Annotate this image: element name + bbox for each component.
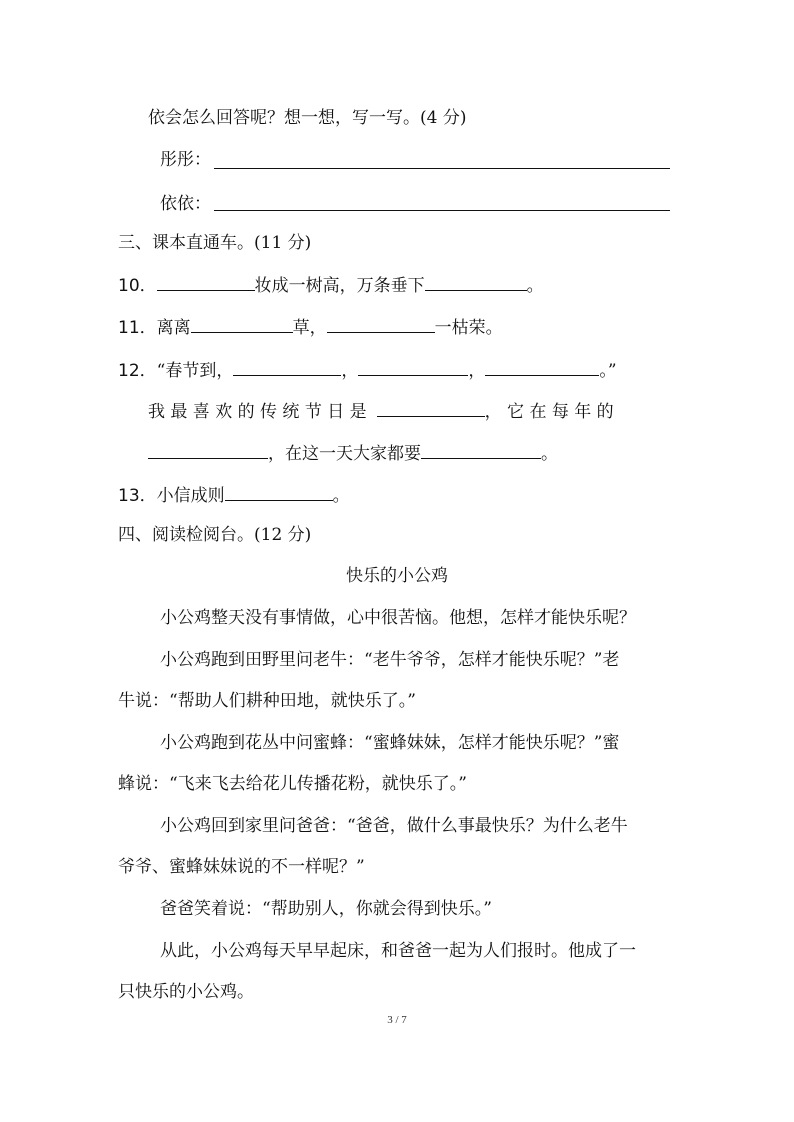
fill-blank[interactable] <box>157 272 255 291</box>
question-text: 离离 <box>156 318 191 338</box>
section-4-title: 四、阅读检阅台。(12 分) <box>118 525 312 545</box>
question-text: 草， <box>292 318 327 338</box>
question-12 <box>118 357 617 383</box>
answer-label-tongtong: 彤彤： <box>160 150 211 170</box>
question-11 <box>118 314 503 340</box>
question-text: ，在这一天大家都要 <box>268 444 421 464</box>
fill-blank[interactable] <box>425 272 527 291</box>
story-line: 爸爸笑着说：“帮助别人，你就会得到快乐。” <box>160 899 492 919</box>
fill-blank[interactable] <box>225 482 333 501</box>
story-line: 爷爷、蜜蜂妹妹说的不一样呢？” <box>118 857 365 877</box>
story-line: 小公鸡整天没有事情做，心中很苦恼。他想，怎样才能快乐呢？ <box>160 608 636 628</box>
story-line: 小公鸡回到家里问爸爸：“爸爸，做什么事最快乐？为什么老牛 <box>160 816 628 836</box>
answer-line-tongtong[interactable] <box>214 168 670 169</box>
question-text: 。” <box>599 361 617 381</box>
fill-blank[interactable] <box>421 440 541 459</box>
page-number: 3 / 7 <box>387 1014 407 1026</box>
question-10 <box>118 272 544 298</box>
question-text: “春节到， <box>156 361 234 381</box>
question-text: ， <box>468 361 486 381</box>
question-number: 10． <box>118 276 157 296</box>
question-text: 我 最 喜 欢 的 传 统 节 日 是 <box>148 402 367 422</box>
story-line: 小公鸡跑到花丛中问蜜蜂：“蜜蜂妹妹，怎样才能快乐呢？”蜜 <box>160 733 620 753</box>
story-line: 从此，小公鸡每天早早起床，和爸爸一起为人们报时。他成了一 <box>160 941 636 961</box>
question-text: 一枯荣。 <box>434 318 503 338</box>
story-line: 牛说：“帮助人们耕种田地，就快乐了。” <box>118 691 416 711</box>
question-12-line-2 <box>148 398 614 424</box>
question-text: 。 <box>332 486 350 506</box>
fill-blank[interactable] <box>327 314 435 333</box>
fill-blank[interactable] <box>485 357 599 376</box>
story-line: 小公鸡跑到田野里问老牛：“老牛爷爷，怎样才能快乐呢？”老 <box>160 650 620 670</box>
story-line: 蜂说：“飞来飞去给花儿传播花粉，就快乐了。” <box>118 774 467 794</box>
question-text: ， <box>341 361 359 381</box>
question-number: 11． <box>118 318 157 338</box>
question-12-line-3 <box>148 440 558 466</box>
story-line: 只快乐的小公鸡。 <box>118 982 254 1002</box>
section-3-title: 三、课本直通车。(11 分) <box>118 233 312 253</box>
question-text: ， 它 在 每 年 的 <box>484 402 614 422</box>
question-13 <box>118 482 350 508</box>
question-9-prompt: 依会怎么回答呢？想一想，写一写。(4 分) <box>148 108 467 128</box>
question-text: 。 <box>541 444 558 464</box>
question-number: 12． <box>118 361 157 381</box>
story-title: 快乐的小公鸡 <box>346 566 448 586</box>
answer-label-yiyi: 依依： <box>160 194 211 214</box>
fill-blank[interactable] <box>148 440 268 459</box>
fill-blank[interactable] <box>233 357 341 376</box>
question-text: 小信成则 <box>156 486 225 506</box>
question-text: 妆成一树高，万条垂下 <box>254 276 425 296</box>
fill-blank[interactable] <box>191 314 293 333</box>
question-number: 13． <box>118 486 157 506</box>
answer-line-yiyi[interactable] <box>214 210 670 211</box>
fill-blank[interactable] <box>377 398 485 417</box>
fill-blank[interactable] <box>358 357 468 376</box>
question-text: 。 <box>526 276 544 296</box>
